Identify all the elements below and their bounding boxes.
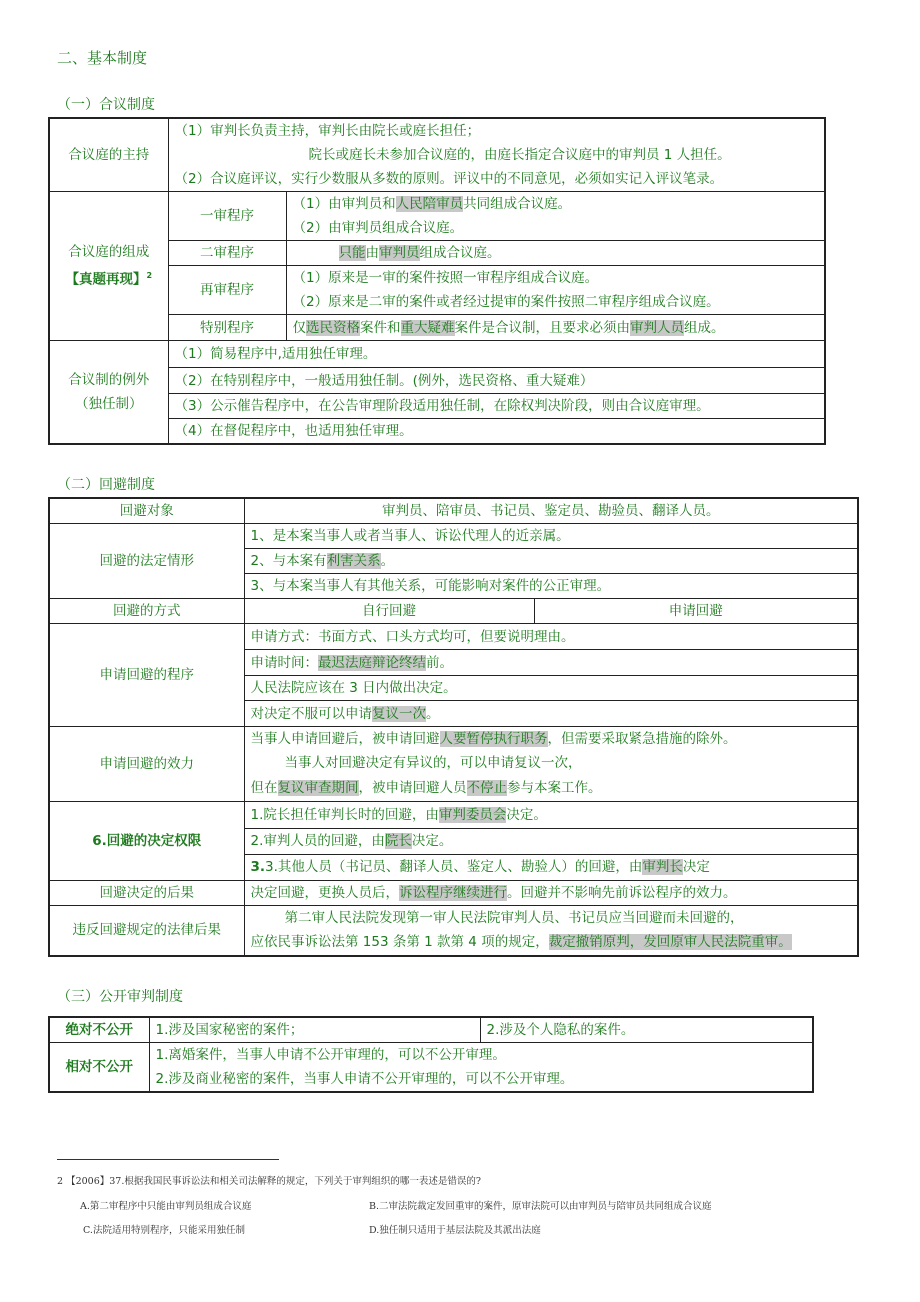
decision-consequence-text: 决定回避，更换人员后，诉讼程序继续进行。回避并不影响先前诉讼程序的效力。: [244, 880, 858, 905]
footnote-option-d: D.独任制只适用于基层法院及其派出法庭: [369, 1225, 541, 1236]
legal-circumstance-2: 2、与本案有利害关系。: [244, 549, 858, 574]
recusal-object-label: 回避对象: [49, 498, 244, 524]
effect-line-1: 当事人申请回避后，被申请回避人要暂停执行职务，但需要采取紧急措施的除外。: [244, 727, 858, 752]
retrial-line-2: （2）原来是二审的案件或者经过提审的案件按照二审程序组成合议庭。: [286, 290, 825, 315]
first-instance-label: 一审程序: [168, 192, 286, 241]
exception-label: 合议制的例外 （独任制）: [49, 341, 168, 445]
footnote-option-b: B.二审法院裁定发回重审的案件，原审法院可以由审判员与陪审员共同组成合议庭: [369, 1201, 712, 1212]
second-instance-label: 二审程序: [168, 241, 286, 266]
recusal-object-value: 审判员、陪审员、书记员、鉴定员、勘验员、翻译人员。: [244, 498, 858, 524]
composition-label: 合议庭的组成 【真题再现】$^2$: [49, 192, 168, 341]
retrial-label: 再审程序: [168, 266, 286, 315]
application-effect-label: 申请回避的效力: [49, 727, 244, 802]
legal-circumstance-3: 3、与本案当事人有其他关系，可能影响对案件的公正审理。: [244, 574, 858, 599]
retrial-line-1: （1）原来是一审的案件按照一审程序组成合议庭。: [286, 266, 825, 291]
host-line-1: （1）审判长负责主持，审判长由院长或庭长担任；: [168, 118, 825, 143]
legal-circumstance-1: 1、是本案当事人或者当事人、诉讼代理人的近亲属。: [244, 524, 858, 549]
subsection-title-public-trial: （三）公开审判制度: [57, 989, 183, 1005]
violation-label: 违反回避规定的法律后果: [49, 905, 244, 956]
procedure-line-1: 申请方式：书面方式、口头方式均可，但要说明理由。: [244, 624, 858, 650]
effect-line-2: 当事人对回避决定有异议的，可以申请复议一次，: [244, 751, 858, 775]
violation-line-1: 第二审人民法院发现第一审人民法院审判人员、书记员应当回避而未回避的，: [244, 905, 858, 930]
application-procedure-label: 申请回避的程序: [49, 624, 244, 727]
exception-line-4: （4）在督促程序中，也适用独任审理。: [168, 419, 825, 445]
special-procedure-label: 特别程序: [168, 315, 286, 341]
recusal-way-label: 回避的方式: [49, 599, 244, 624]
recusal-way-apply: 申请回避: [534, 599, 858, 624]
exception-line-2: （2）在特别程序中，一般适用独任制。(例外，选民资格、重大疑难）: [168, 368, 825, 394]
subsection-title-recusal: （二）回避制度: [57, 477, 155, 493]
procedure-line-3: 人民法院应该在 3 日内做出决定。: [244, 676, 858, 701]
special-procedure-text: 仅选民资格案件和重大疑难案件是合议制，且要求必须由审判人员组成。: [286, 315, 825, 341]
effect-line-3: 但在复议审查期间，被申请回避人员不停止参与本案工作。: [244, 775, 858, 801]
exception-line-1: （1）简易程序中,适用独任审理。: [168, 341, 825, 368]
section-title: 二、基本制度: [57, 49, 148, 67]
collegial-table: [48, 117, 826, 445]
decision-consequence-label: 回避决定的后果: [49, 880, 244, 905]
procedure-line-2: 申请时间：最迟法庭辩论终结前。: [244, 650, 858, 676]
host-line-3: （2）合议庭评议，实行少数服从多数的原则。评议中的不同意见，必须如实记入评议笔录。: [168, 167, 825, 192]
first-instance-line-2: （2）由审判员组成合议庭。: [286, 216, 825, 241]
recusal-way-self: 自行回避: [244, 599, 534, 624]
host-line-2: 院长或庭长未参加合议庭的，由庭长指定合议庭中的审判员 1 人担任。: [168, 143, 825, 167]
footnote-option-c: C.法院适用特别程序，只能采用独任制: [83, 1225, 245, 1236]
decision-authority-label: 6.回避的决定权限: [49, 801, 244, 880]
first-instance-line-1: （1）由审判员和人民陪审员共同组成合议庭。: [286, 192, 825, 217]
violation-line-2: 应依民事诉讼法第 153 条第 1 款第 4 项的规定，裁定撤销原判，发回原审人民法院重审。: [244, 930, 858, 956]
second-instance-text: 只能由审判员组成合议庭。: [286, 241, 825, 266]
procedure-line-4: 对决定不服可以申请复议一次。: [244, 701, 858, 727]
footnote-option-a: A.第二审程序中只能由审判员组成合议庭: [80, 1201, 252, 1212]
exception-line-3: （3）公示催告程序中，在公告审理阶段适用独任制，在除权判决阶段，则由合议庭审理。: [168, 394, 825, 419]
footnote-question: 2 【2006】37.根据我国民事诉讼法和相关司法解释的规定，下列关于审判组织的哪一表述是错误的?: [57, 1176, 481, 1187]
authority-line-2: 2.审判人员的回避，由院长决定。: [244, 828, 858, 854]
relative-closed-item-2: 2.涉及商业秘密的案件，当事人申请不公开审理的，可以不公开审理。: [149, 1067, 813, 1092]
recusal-table: [48, 497, 859, 957]
subsection-title-collegial: （一）合议制度: [57, 97, 155, 113]
absolute-closed-item-1: 1.涉及国家秘密的案件；: [149, 1017, 480, 1043]
authority-line-1: 1.院长担任审判长时的回避，由审判委员会决定。: [244, 801, 858, 828]
relative-closed-item-1: 1.离婚案件，当事人申请不公开审理的，可以不公开审理。: [149, 1043, 813, 1068]
relative-closed-label: 相对不公开: [49, 1043, 149, 1093]
footnote-separator: [57, 1159, 279, 1160]
absolute-closed-item-2: 2.涉及个人隐私的案件。: [480, 1017, 813, 1043]
legal-circumstances-label: 回避的法定情形: [49, 524, 244, 599]
absolute-closed-label: 绝对不公开: [49, 1017, 149, 1043]
public-trial-table: [48, 1016, 814, 1093]
host-label: 合议庭的主持: [49, 118, 168, 192]
authority-line-3: 3.3.其他人员（书记员、翻译人员、鉴定人、勘验人）的回避，由审判长决定: [244, 854, 858, 880]
